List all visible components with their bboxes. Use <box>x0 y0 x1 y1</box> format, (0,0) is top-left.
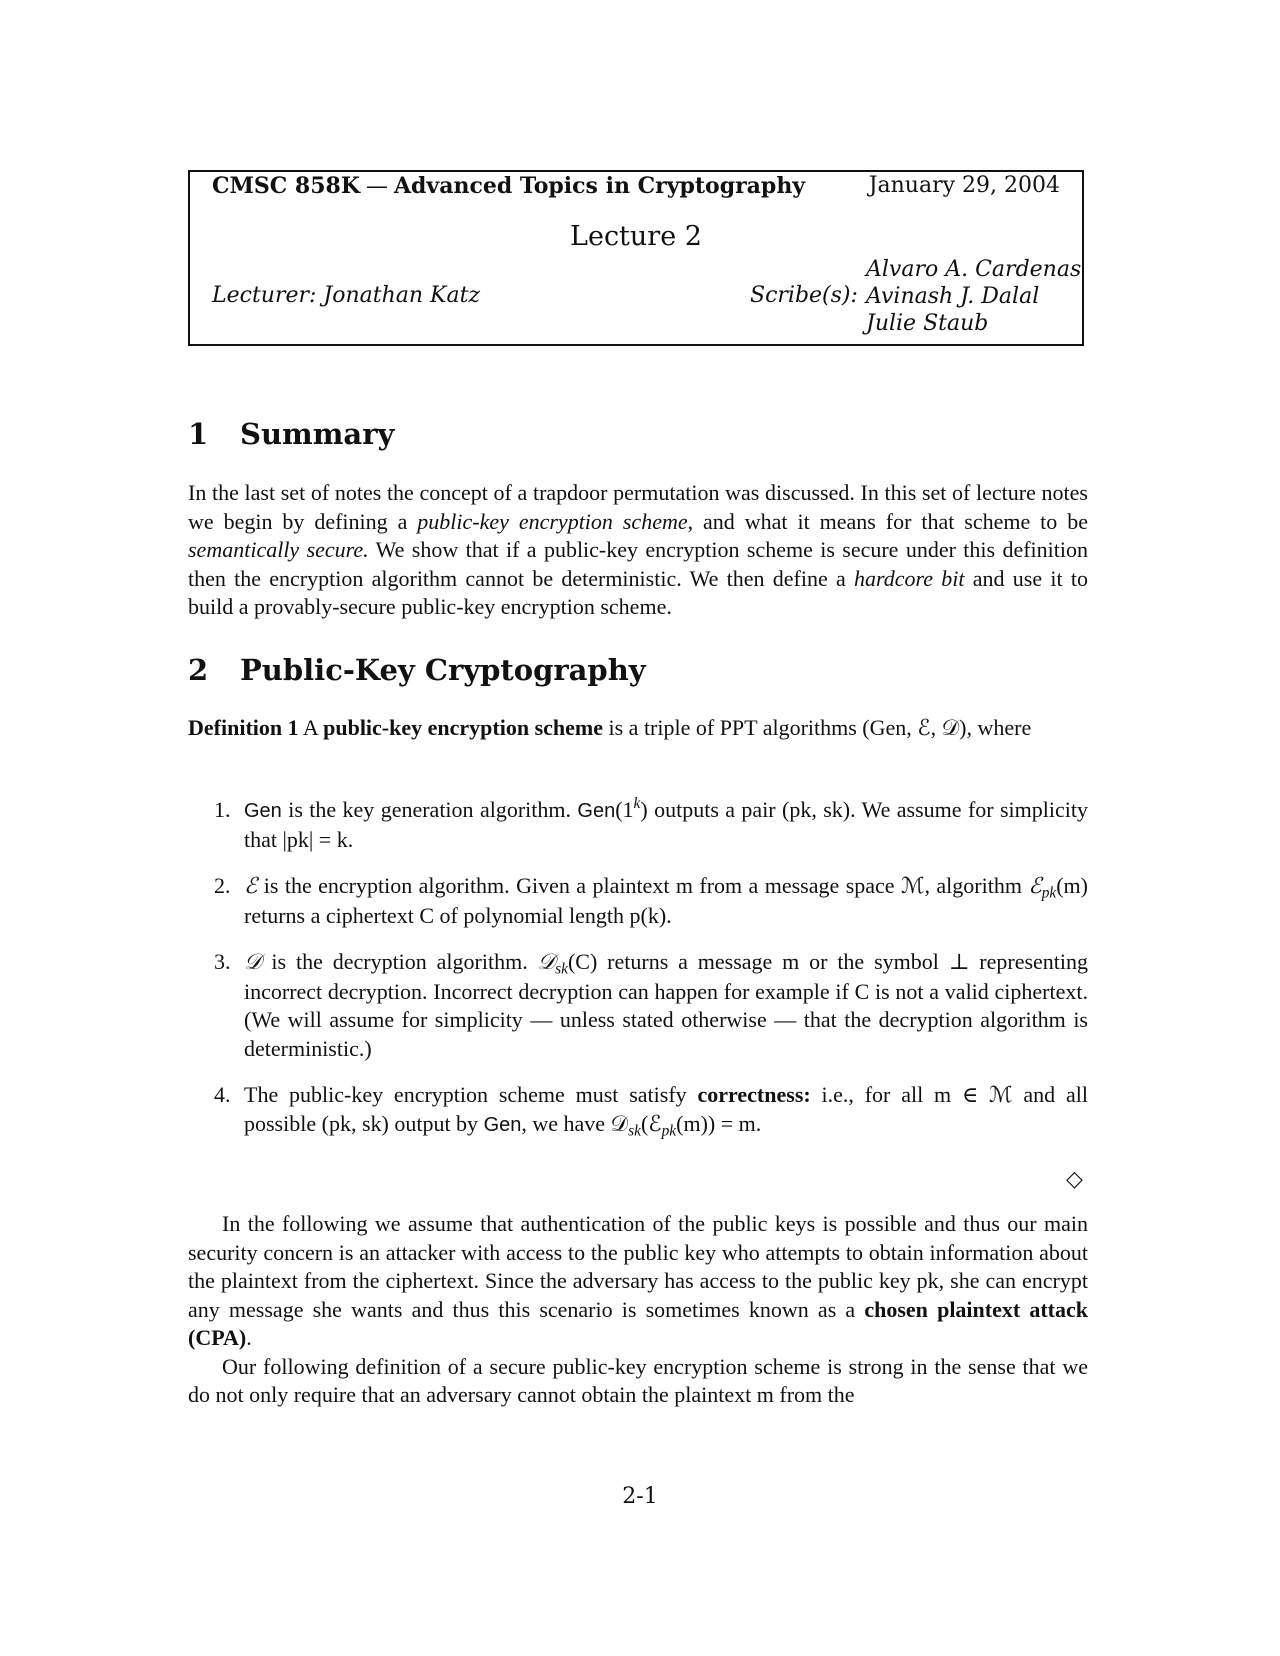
body-text <box>188 1210 1088 1410</box>
emphasis: public-key encryption scheme <box>417 508 688 534</box>
course-line <box>212 172 805 201</box>
text-run: Gen <box>244 800 282 822</box>
list-item <box>188 948 1088 1063</box>
text-run: Gen <box>577 800 616 822</box>
course-title: Advanced Topics in Cryptography <box>393 173 806 199</box>
text-run: ℰ <box>1028 874 1042 899</box>
page-number: 2-1 <box>622 1484 658 1509</box>
definition-block <box>188 714 1088 743</box>
superscript: k <box>633 794 641 812</box>
text-run: (C) returns a message m or the symbol ⊥ representing incorrect decryption. Incorrect decryption can happen for example if C is not a valid ciphertext. (We will assume for simplicity — unless stated otherwise — that the decryption algorithm is deterministic.) <box>244 949 1089 1061</box>
scribe-label: Scribe(s): <box>750 283 858 308</box>
section-number: 2 <box>188 653 209 687</box>
scribe-name: Julie Staub <box>866 311 989 336</box>
section-title: Summary <box>240 417 395 451</box>
list-marker: 3. <box>214 949 231 974</box>
text-run: (m)) = m. <box>676 1110 762 1136</box>
emphasis: hardcore bit <box>854 565 965 591</box>
text-run: In the following we assume that authentication of the public keys is possible and thus our main security concern is an attacker with access to the public key who attempts to obtain information about the plaintext from the ciphertext. Since the adversary has access to the public key pk, she can encrypt any message she wants and thus this scenario is sometimes known as a <box>188 1211 1088 1322</box>
text-run: and use it to build a provably-secure public-key encryption scheme. <box>188 565 1088 619</box>
course-code: CMSC 858K <box>212 173 360 199</box>
text-run: 𝒟 <box>244 950 262 975</box>
subscript: sk <box>555 960 568 978</box>
definition-intro-paragraph <box>188 1353 1088 1410</box>
text-run: i.e., for all m ∈ ℳ and all possible (pk, sk) output by <box>244 1082 1088 1136</box>
definition-label: Definition 1 <box>188 715 299 740</box>
lecturer: Lecturer: Jonathan Katz <box>212 283 481 308</box>
list-marker: 2. <box>214 873 231 898</box>
end-of-definition-icon: ◇ <box>1066 1167 1083 1192</box>
text-run: (ℰ <box>640 1110 662 1136</box>
scribe-name: Avinash J. Dalal <box>866 284 1040 309</box>
text-run: , and what it means for that scheme to be <box>687 508 1088 534</box>
text-run: , we have 𝒟 <box>521 1110 629 1136</box>
summary-paragraph <box>188 479 1088 622</box>
list-marker: 4. <box>214 1082 231 1107</box>
lecture-header-box <box>188 170 1084 346</box>
definition-list <box>188 796 1088 1139</box>
list-item <box>188 796 1088 854</box>
definition-term: public-key encryption scheme <box>323 715 603 740</box>
text-run: Our following definition of a secure public-key encryption scheme is strong in the sense that we do not only require that an adversary cannot obtain the plaintext m from the <box>188 1353 1088 1407</box>
definition-1 <box>188 714 1088 743</box>
text-run: 𝒟 <box>537 950 556 975</box>
scribe-list <box>866 256 1081 337</box>
section-title: Public-Key Cryptography <box>240 653 646 687</box>
list-item <box>188 872 1088 930</box>
section-number: 1 <box>188 417 209 451</box>
section-2-heading <box>188 652 646 688</box>
text-run: A <box>302 715 318 740</box>
text-run: ) outputs a pair (pk, sk). We assume for simplicity that |pk| = k. <box>244 797 1088 852</box>
section-1-heading <box>188 416 394 452</box>
text-run: is the key generation algorithm. <box>281 797 578 822</box>
scribe-name: Alvaro A. Cardenas <box>866 257 1082 282</box>
bold-term: correctness: <box>697 1082 811 1107</box>
text-run: is a triple of PPT algorithms (Gen, ℰ, 𝒟), where <box>608 715 1032 740</box>
subscript: pk <box>661 1122 677 1140</box>
emphasis: semantically secure. <box>188 537 369 562</box>
text-run: is the encryption algorithm. Given a plaintext m from a message space ℳ, algorithm <box>257 873 1029 898</box>
lecture-date: January 29, 2004 <box>868 173 1060 198</box>
text-run: In the last set of notes the concept of a trapdoor permutation was discussed. In this set of lecture notes we begin by defining a <box>188 480 1088 534</box>
list-item <box>188 1081 1088 1139</box>
text-run: is the decryption algorithm. <box>261 949 538 974</box>
text-run: Gen <box>483 1113 522 1136</box>
text-run: ℰ <box>244 874 258 899</box>
summary-section <box>188 479 1088 622</box>
text-run: (1 <box>615 797 634 822</box>
lecture-title: Lecture 2 <box>570 221 702 252</box>
bold-term: chosen plaintext attack (CPA) <box>188 1296 1089 1350</box>
text-run: The public-key encryption scheme must satisfy <box>244 1082 698 1107</box>
subscript: sk <box>628 1122 641 1140</box>
subscript: pk <box>1041 884 1057 902</box>
definition-items <box>188 796 1088 1157</box>
list-marker: 1. <box>214 797 231 822</box>
cpa-paragraph <box>188 1210 1088 1353</box>
course-dash: — <box>365 174 388 199</box>
text-run: . <box>246 1325 252 1350</box>
text-run: (m) returns a ciphertext C of polynomial length p(k). <box>244 873 1088 928</box>
text-run: We show that if a public-key encryption scheme is secure under this definition then the encryption algorithm cannot be deterministic. We then define a <box>188 537 1088 591</box>
